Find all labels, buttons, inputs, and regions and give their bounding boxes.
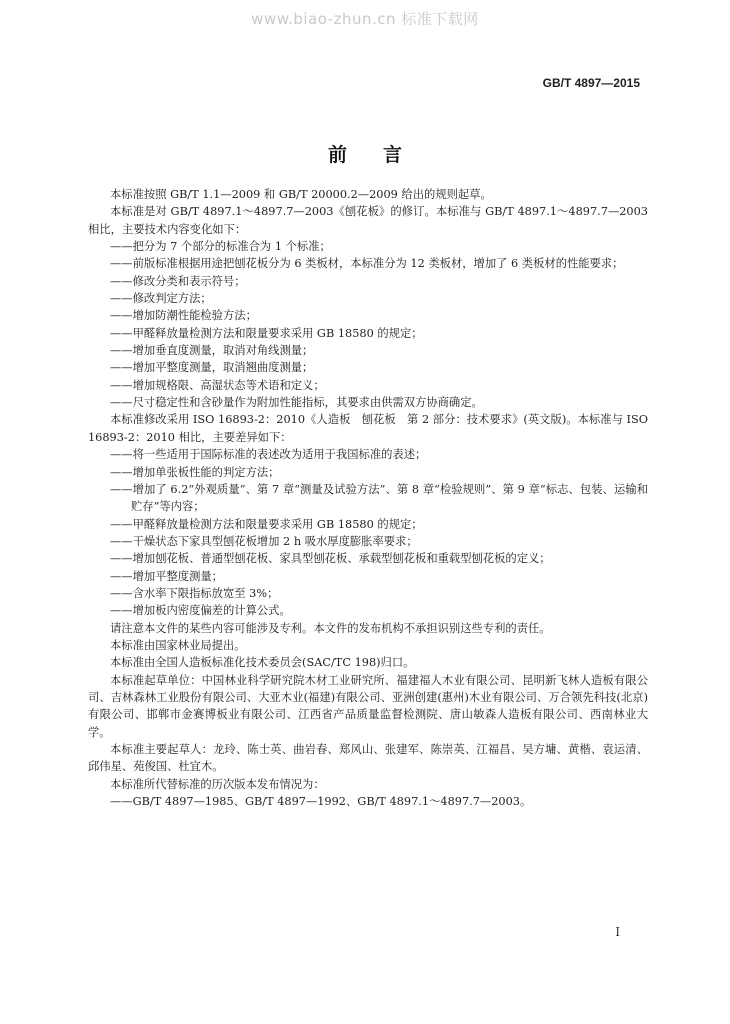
page-title-part1: 前 [327, 144, 347, 166]
list-item: ——GB/T 4897—1985、GB/T 4897—1992、GB/T 4897.1～4897.7—2003。 [110, 795, 532, 809]
paragraph-drafting-organizations: 本标准起草单位：中国林业科学研究院木材工业研究所、福建福人木业有限公司、昆明新飞林人造板有限公司、吉林森林工业股份有限公司、大亚木业(福建)有限公司、亚洲创建(惠州)木业有限公司、万合领先科技(北京)有限公司、邯郸市金赛博板业有限公司、江西省产品质量监督检测院、唐山敏森人造板有限公司、西南林业大学。 [88, 673, 648, 739]
list-item: ——前版标准根据用途把刨花板分为 6 类板材，本标准分为 12 类板材，增加了 6 类板材的性能要求； [110, 257, 624, 271]
page-number: I [615, 925, 620, 939]
list-item: ——增加了 6.2“外观质量”、第 7 章“测量及试验方法”、第 8 章“检验规则”、第 9 章“标志、包装、运输和贮存”等内容； [110, 482, 648, 514]
list-item: ——含水率下限指标放宽至 3%； [110, 586, 279, 600]
page-title [0, 140, 730, 167]
list-item: ——增加板内密度偏差的计算公式。 [110, 604, 291, 618]
list-item: ——增加垂直度测量，取消对角线测量； [110, 344, 314, 358]
list-item: ——尺寸稳定性和含砂量作为附加性能指标，其要求由供需双方协商确定。 [110, 396, 483, 410]
list-item: ——修改分类和表示符号； [110, 274, 246, 288]
list-item: ——修改判定方法； [110, 292, 212, 306]
list-item: ——把分为 7 个部分的标准合为 1 个标准； [110, 240, 331, 254]
list-item: ——增加平整度测量，取消翘曲度测量； [110, 361, 314, 375]
list-item: ——增加防潮性能检验方法； [110, 309, 257, 323]
paragraph-history-intro: 本标准所代替标准的历次版本发布情况为： [110, 777, 325, 791]
list-item: ——甲醛释放量检测方法和限量要求采用 GB 18580 的规定； [110, 326, 423, 340]
history-list [88, 793, 648, 810]
paragraph-proposer: 本标准由国家林业局提出。 [110, 638, 246, 652]
paragraph-technical-committee: 本标准由全国人造板标准化技术委员会(SAC/TC 198)归口。 [110, 656, 415, 670]
list-item: ——甲醛释放量检测方法和限量要求采用 GB 18580 的规定； [110, 517, 423, 531]
paragraph-patent-notice: 请注意本文件的某些内容可能涉及专利。本文件的发布机构不承担识别这些专利的责任。 [110, 621, 551, 635]
paragraph-drafters: 本标准主要起草人：龙玲、陈士英、曲岩春、郑风山、张建军、陈崇英、江福昌、吴方墉、黄楷、袁运清、邱伟星、苑俊国、杜宜木。 [88, 743, 648, 774]
paragraph-revision-intro: 本标准是对 GB/T 4897.1～4897.7—2003《刨花板》的修订。本标准与 GB/T 4897.1～4897.7—2003 相比，主要技术内容变化如下： [88, 205, 648, 236]
page-title-part2: 言 [383, 144, 403, 166]
changes-list [88, 238, 648, 411]
list-item: ——将一些适用于国际标准的表述改为适用于我国标准的表述； [110, 448, 427, 462]
list-item: ——增加规格限、高湿状态等术语和定义； [110, 378, 325, 392]
paragraph-drafting-rules: 本标准按照 GB/T 1.1—2009 和 GB/T 20000.2—2009 给出的规则起草。 [110, 188, 492, 201]
list-item: ——增加刨花板、普通型刨花板、家具型刨花板、承载型刨花板和重载型刨花板的定义； [110, 552, 551, 566]
standard-code: GB/T 4897—2015 [542, 76, 640, 90]
differences-list [88, 446, 648, 619]
list-item: ——干燥状态下家具型刨花板增加 2 h 吸水厚度膨胀率要求； [110, 534, 418, 548]
paragraph-iso-adoption: 本标准修改采用 ISO 16893-2：2010《人造板 刨花板 第 2 部分：技术要求》(英文版)。本标准与 ISO 16893-2：2010 相比，主要差异如下： [88, 413, 648, 444]
watermark-text: www.biao-zhun.cn 标准下载网 [251, 10, 479, 28]
list-item: ——增加平整度测量； [110, 569, 223, 583]
foreword-body [88, 186, 648, 810]
list-item: ——增加单张板性能的判定方法； [110, 465, 280, 479]
